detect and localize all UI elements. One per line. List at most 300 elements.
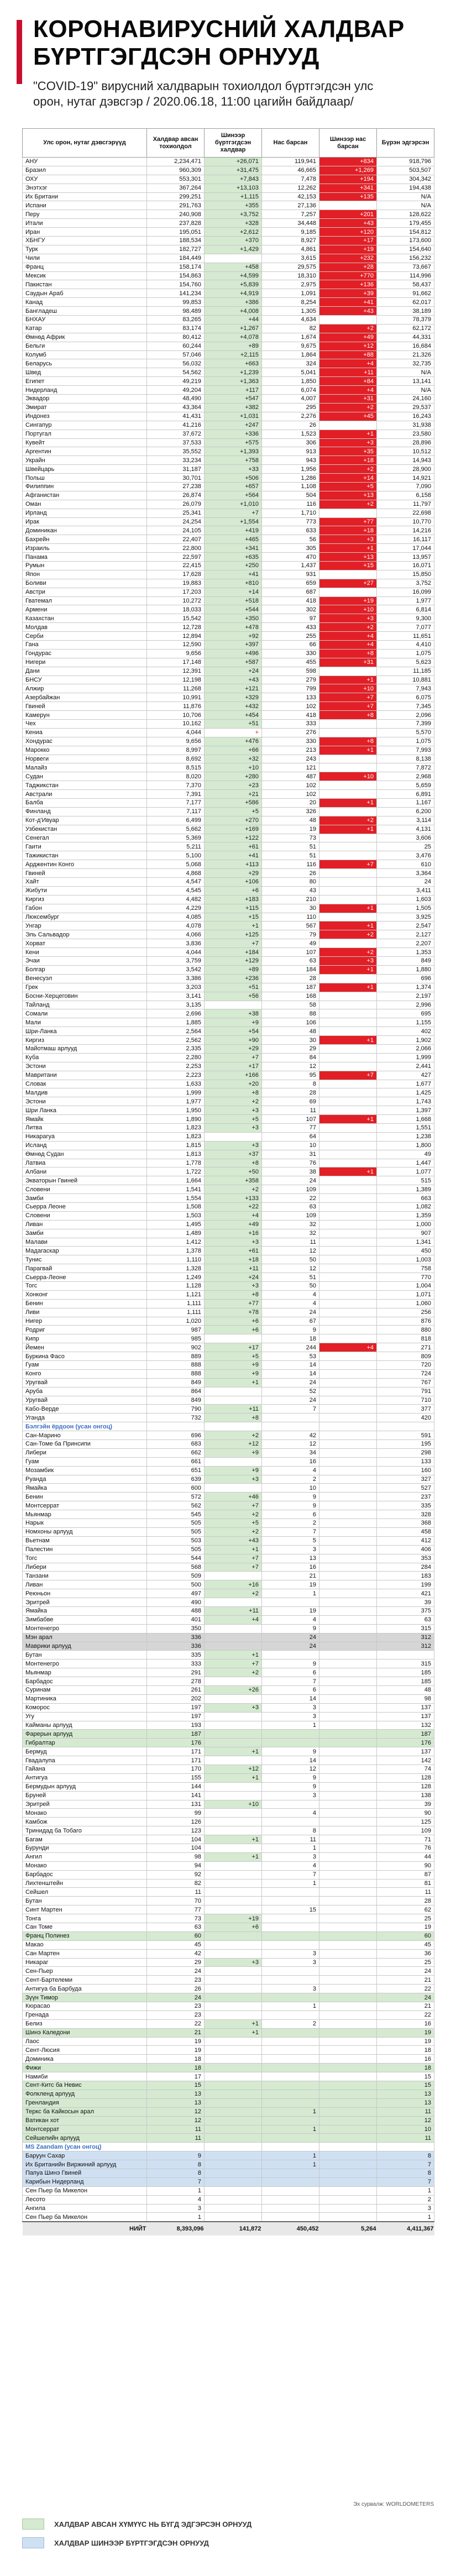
cell-new-deaths xyxy=(319,1554,377,1563)
cell-cases: 99 xyxy=(147,1809,205,1818)
cell-cases: 500 xyxy=(147,1580,205,1589)
cell-deaths: 1 xyxy=(262,2151,319,2160)
cell-recovered: 1,977 xyxy=(377,596,434,605)
cell-deaths xyxy=(262,2028,319,2037)
cell-recovered: 271 xyxy=(377,1343,434,1352)
cell-new-deaths xyxy=(319,2028,377,2037)
cell-new-cases: +547 xyxy=(205,395,262,404)
cell-new-cases: +236 xyxy=(205,974,262,983)
cell-new-deaths xyxy=(319,974,377,983)
cell-country: Бразил xyxy=(23,166,147,175)
cell-cases xyxy=(147,2143,205,2151)
cell-country: Палестин xyxy=(23,1545,147,1554)
cell-deaths: 1 xyxy=(262,2107,319,2116)
cell-country: Монако xyxy=(23,1861,147,1870)
cell-deaths xyxy=(262,2213,319,2222)
cell-new-deaths xyxy=(319,1721,377,1730)
table-row xyxy=(23,553,434,562)
cell-new-cases xyxy=(205,1782,262,1791)
cell-country: Словак xyxy=(23,1080,147,1088)
cell-new-cases xyxy=(205,1931,262,1940)
cell-country: Мавритани xyxy=(23,1071,147,1080)
cell-cases: 1,328 xyxy=(147,1264,205,1273)
cell-new-deaths: +1 xyxy=(319,965,377,974)
cell-cases: 24 xyxy=(147,1967,205,1976)
cell-new-deaths xyxy=(319,1123,377,1132)
cell-new-cases: +587 xyxy=(205,658,262,667)
table-row xyxy=(23,1106,434,1115)
cell-new-deaths: +19 xyxy=(319,596,377,605)
cell-country: Замби xyxy=(23,1194,147,1203)
cell-cases: 7,391 xyxy=(147,790,205,799)
cell-country: Мартиника xyxy=(23,1694,147,1703)
cell-deaths: 26 xyxy=(262,869,319,878)
cell-recovered: 6,158 xyxy=(377,491,434,500)
cell-recovered: 13 xyxy=(377,2098,434,2107)
cell-deaths: 84 xyxy=(262,1053,319,1062)
cell-deaths: 42 xyxy=(262,1431,319,1440)
cell-country: Бутан xyxy=(23,1651,147,1659)
cell-recovered: 11 xyxy=(377,2134,434,2143)
cell-new-deaths: +27 xyxy=(319,579,377,588)
cell-new-cases: +19 xyxy=(205,1914,262,1923)
cell-deaths: 19 xyxy=(262,1580,319,1589)
table-row xyxy=(23,1299,434,1308)
cell-country: Гренада xyxy=(23,2010,147,2019)
cell-cases: 960,309 xyxy=(147,166,205,175)
cell-new-cases: +121 xyxy=(205,684,262,693)
cell-new-cases: +329 xyxy=(205,693,262,702)
table-row xyxy=(23,1334,434,1343)
cell-recovered: 28,896 xyxy=(377,438,434,447)
cell-deaths: 9 xyxy=(262,1501,319,1510)
cell-cases: 171 xyxy=(147,1747,205,1756)
cell-country: Бермудын арлууд xyxy=(23,1782,147,1791)
cell-cases: 1,813 xyxy=(147,1150,205,1159)
cell-new-cases xyxy=(205,2143,262,2151)
cell-new-cases: +1,429 xyxy=(205,245,262,254)
cell-country: Чили xyxy=(23,254,147,263)
table-row xyxy=(23,359,434,368)
cell-new-cases xyxy=(205,1396,262,1405)
cell-country: Лесото xyxy=(23,2195,147,2204)
cell-deaths: 12 xyxy=(262,1440,319,1449)
table-row xyxy=(23,790,434,799)
cell-deaths: 1,437 xyxy=(262,561,319,570)
cell-recovered: 9,300 xyxy=(377,614,434,623)
table-row xyxy=(23,1712,434,1721)
cell-new-cases: +9 xyxy=(205,1466,262,1475)
cell-recovered: 3,114 xyxy=(377,816,434,825)
cell-country: Австрали xyxy=(23,790,147,799)
cell-deaths: 12 xyxy=(262,1264,319,1273)
table-row xyxy=(23,1694,434,1703)
table-row xyxy=(23,1536,434,1545)
cell-recovered: 2,547 xyxy=(377,922,434,930)
cell-cases: 11 xyxy=(147,1888,205,1897)
table-row xyxy=(23,1290,434,1299)
cell-country: Судан xyxy=(23,772,147,781)
cell-recovered: 1,155 xyxy=(377,1018,434,1027)
cell-new-deaths: +18 xyxy=(319,456,377,465)
cell-new-deaths: +15 xyxy=(319,561,377,570)
cell-recovered: 880 xyxy=(377,1326,434,1334)
cell-recovered: 1,425 xyxy=(377,1088,434,1097)
cell-new-cases: +1,363 xyxy=(205,377,262,386)
cell-recovered: 114,996 xyxy=(377,271,434,280)
cell-new-deaths xyxy=(319,1905,377,1914)
table-row xyxy=(23,1466,434,1475)
cell-new-cases xyxy=(205,2010,262,2019)
cell-new-deaths: +7 xyxy=(319,702,377,711)
cell-cases: 2,234,471 xyxy=(147,158,205,166)
cell-cases: 661 xyxy=(147,1457,205,1466)
cell-recovered: 849 xyxy=(377,957,434,966)
table-row xyxy=(23,1835,434,1844)
cell-cases: 24,105 xyxy=(147,526,205,535)
cell-cases: 56,032 xyxy=(147,359,205,368)
cell-cases: 23 xyxy=(147,1976,205,1985)
cell-new-cases: +44 xyxy=(205,316,262,324)
cell-deaths: 119,941 xyxy=(262,158,319,166)
cell-recovered: 1,071 xyxy=(377,1290,434,1299)
cell-cases: 5,068 xyxy=(147,860,205,869)
cell-recovered: 1,077 xyxy=(377,1167,434,1176)
table-row xyxy=(23,1809,434,1818)
table-row xyxy=(23,1255,434,1264)
cell-deaths: 1 xyxy=(262,1879,319,1888)
cell-recovered: 1,880 xyxy=(377,965,434,974)
cell-deaths: 3 xyxy=(262,1703,319,1712)
cell-new-deaths: +1 xyxy=(319,922,377,930)
table-row xyxy=(23,412,434,421)
table-row xyxy=(23,1615,434,1624)
cell-cases: 12,198 xyxy=(147,676,205,684)
cell-new-cases xyxy=(205,2134,262,2143)
cell-new-cases xyxy=(205,1712,262,1721)
table-row xyxy=(23,684,434,693)
cell-country: Монтенегро xyxy=(23,1659,147,1668)
cell-country: Боливи xyxy=(23,579,147,588)
cell-recovered: 16,684 xyxy=(377,342,434,350)
cell-recovered: 87 xyxy=(377,1870,434,1879)
cell-cases: 22,800 xyxy=(147,544,205,553)
legend-label-green: ХАЛДВАР АВСАН ХҮМҮҮС НЬ БҮГД ЭДГЭРСЭН ОРНУУД xyxy=(54,2520,252,2528)
cell-cases: 195,051 xyxy=(147,228,205,237)
cell-recovered: 1,800 xyxy=(377,1141,434,1150)
cell-recovered: 6,891 xyxy=(377,790,434,799)
cell-new-cases xyxy=(205,2125,262,2134)
cell-new-deaths xyxy=(319,1993,377,2002)
cell-deaths: 6 xyxy=(262,1668,319,1677)
cell-recovered: 591 xyxy=(377,1431,434,1440)
cell-cases: 22,415 xyxy=(147,561,205,570)
cell-deaths: 306 xyxy=(262,438,319,447)
cell-new-deaths xyxy=(319,1290,377,1299)
cell-new-deaths xyxy=(319,1580,377,1589)
cell-cases: 1,633 xyxy=(147,1080,205,1088)
cell-new-deaths xyxy=(319,1202,377,1211)
cell-cases: 1,554 xyxy=(147,1194,205,1203)
cell-recovered: 24 xyxy=(377,878,434,887)
cell-new-cases: +13,103 xyxy=(205,184,262,192)
cell-recovered: 24 xyxy=(377,1993,434,2002)
cell-new-deaths xyxy=(319,1835,377,1844)
table-row xyxy=(23,561,434,570)
cell-new-cases: +432 xyxy=(205,702,262,711)
table-row xyxy=(23,517,434,526)
cell-new-cases: +7 xyxy=(205,1563,262,1572)
cell-deaths: 97 xyxy=(262,614,319,623)
cell-deaths xyxy=(262,1818,319,1826)
table-row xyxy=(23,1229,434,1238)
cell-new-cases xyxy=(205,1809,262,1818)
table-row xyxy=(23,263,434,271)
cell-cases: 83,174 xyxy=(147,324,205,333)
cell-deaths: 9 xyxy=(262,1493,319,1501)
cell-cases: 23 xyxy=(147,2002,205,2011)
cell-deaths xyxy=(262,2204,319,2213)
cell-new-cases: +6 xyxy=(205,886,262,895)
cell-deaths: 102 xyxy=(262,790,319,799)
cell-new-cases: +635 xyxy=(205,553,262,562)
cell-new-cases: +2 xyxy=(205,1431,262,1440)
cell-cases: 154,863 xyxy=(147,271,205,280)
table-row xyxy=(23,1396,434,1405)
cell-new-deaths xyxy=(319,1185,377,1194)
cell-recovered: 458 xyxy=(377,1527,434,1536)
cell-cases: 27,238 xyxy=(147,482,205,491)
cell-deaths: 50 xyxy=(262,1282,319,1291)
cell-recovered: 1,999 xyxy=(377,1053,434,1062)
cell-country: Беларусь xyxy=(23,359,147,368)
cell-cases: 4,066 xyxy=(147,930,205,939)
cell-recovered: 375 xyxy=(377,1606,434,1615)
cell-new-cases: +14 xyxy=(205,588,262,596)
cell-new-deaths xyxy=(319,1598,377,1607)
cell-new-deaths: +8 xyxy=(319,737,377,746)
cell-country: Номхоны арлууд xyxy=(23,1527,147,1536)
cell-deaths: 6 xyxy=(262,1685,319,1694)
cell-cases: 2,562 xyxy=(147,1036,205,1045)
cell-new-cases: +397 xyxy=(205,640,262,649)
cell-new-cases: +77 xyxy=(205,1299,262,1308)
cell-country: Нарык xyxy=(23,1519,147,1528)
cell-cases: 1,890 xyxy=(147,1115,205,1124)
cell-recovered: 284 xyxy=(377,1563,434,1572)
cell-country: Бенин xyxy=(23,1299,147,1308)
cell-country: Эчаи xyxy=(23,957,147,966)
table-row xyxy=(23,1273,434,1282)
cell-deaths: 9,185 xyxy=(262,228,319,237)
cell-new-deaths: +341 xyxy=(319,184,377,192)
cell-cases: 3,386 xyxy=(147,974,205,983)
cell-country: Монтенегро xyxy=(23,1624,147,1633)
cell-new-cases xyxy=(205,2151,262,2160)
cell-deaths: 6,074 xyxy=(262,386,319,395)
cell-recovered: 137 xyxy=(377,1712,434,1721)
cell-cases: 19 xyxy=(147,2046,205,2055)
cell-cases: 985 xyxy=(147,1334,205,1343)
cell-cases: 54,562 xyxy=(147,368,205,377)
cell-deaths xyxy=(262,2169,319,2177)
cell-new-cases: +22 xyxy=(205,1202,262,1211)
cell-recovered: 11,651 xyxy=(377,632,434,641)
cell-new-deaths xyxy=(319,1633,377,1642)
cell-recovered: 16 xyxy=(377,2019,434,2028)
cell-country: Швейцарь xyxy=(23,465,147,474)
cell-recovered: 1,359 xyxy=(377,1211,434,1220)
cell-new-deaths xyxy=(319,1405,377,1413)
cell-recovered: 10,881 xyxy=(377,676,434,684)
cell-recovered: 133 xyxy=(377,1457,434,1466)
cell-new-deaths xyxy=(319,1809,377,1818)
cell-country: Филиппин xyxy=(23,482,147,491)
cell-recovered: 16,117 xyxy=(377,535,434,544)
cell-new-cases: +89 xyxy=(205,342,262,350)
cell-deaths: 24 xyxy=(262,1642,319,1651)
table-row xyxy=(23,1369,434,1378)
cell-cases: 12,590 xyxy=(147,640,205,649)
cell-new-deaths xyxy=(319,1545,377,1554)
table-row xyxy=(23,1852,434,1861)
cell-recovered: 2,996 xyxy=(377,1001,434,1009)
cell-new-cases xyxy=(205,1132,262,1141)
cell-cases: 49,204 xyxy=(147,386,205,395)
table-row xyxy=(23,1931,434,1940)
cell-cases: 5,369 xyxy=(147,834,205,842)
cell-new-cases xyxy=(205,1598,262,1607)
legend-swatch-blue xyxy=(22,2537,44,2548)
cell-new-cases: +336 xyxy=(205,430,262,438)
cell-country: Куба xyxy=(23,1053,147,1062)
cell-country: Зимбабве xyxy=(23,1615,147,1624)
cell-cases: 237,828 xyxy=(147,219,205,228)
cell-cases: 43,364 xyxy=(147,403,205,412)
cell-new-cases xyxy=(205,2195,262,2204)
cell-recovered: 5,570 xyxy=(377,728,434,737)
cell-recovered: 1,082 xyxy=(377,1202,434,1211)
cell-deaths: 12 xyxy=(262,1765,319,1773)
cell-country: АНУ xyxy=(23,158,147,166)
cell-recovered: 7,399 xyxy=(377,720,434,729)
cell-cases: 401 xyxy=(147,1615,205,1624)
table-row xyxy=(23,1185,434,1194)
cell-country: Доминикан xyxy=(23,526,147,535)
page-header xyxy=(0,0,456,127)
cell-country: Тогс xyxy=(23,1282,147,1291)
table-row xyxy=(23,2107,434,2116)
cell-deaths: 11 xyxy=(262,1835,319,1844)
cell-new-cases: +3 xyxy=(205,1141,262,1150)
cell-new-cases: +90 xyxy=(205,1036,262,1045)
table-row xyxy=(23,974,434,983)
cell-new-deaths xyxy=(319,1914,377,1923)
cell-cases: 572 xyxy=(147,1493,205,1501)
cell-new-cases: +166 xyxy=(205,1071,262,1080)
cell-cases: 63 xyxy=(147,1923,205,1932)
cell-cases: 1,121 xyxy=(147,1290,205,1299)
cell-new-deaths xyxy=(319,1431,377,1440)
cell-recovered: 8,138 xyxy=(377,755,434,763)
cell-new-cases: +2 xyxy=(205,1510,262,1519)
cell-new-deaths xyxy=(319,1747,377,1756)
cell-cases: 182,727 xyxy=(147,245,205,254)
cell-recovered: 1,341 xyxy=(377,1238,434,1247)
table-row xyxy=(23,2177,434,2186)
cell-deaths: 913 xyxy=(262,447,319,456)
cell-recovered: 15,850 xyxy=(377,570,434,579)
cell-new-deaths xyxy=(319,1712,377,1721)
cell-deaths: 32 xyxy=(262,1229,319,1238)
cell-recovered: 16,243 xyxy=(377,412,434,421)
cell-country: Зүүн Тимор xyxy=(23,1993,147,2002)
cell-new-cases: +506 xyxy=(205,474,262,483)
cell-deaths: 46,665 xyxy=(262,166,319,175)
cell-new-cases: +122 xyxy=(205,834,262,842)
cell-country: Сингапур xyxy=(23,421,147,430)
cell-deaths: 9 xyxy=(262,1747,319,1756)
cell-recovered: 315 xyxy=(377,1624,434,1633)
cell-deaths: 58 xyxy=(262,1001,319,1009)
cell-deaths: 116 xyxy=(262,500,319,509)
cell-new-deaths xyxy=(319,2072,377,2081)
table-row xyxy=(23,1475,434,1484)
cell-cases: 261 xyxy=(147,1685,205,1694)
table-row xyxy=(23,1378,434,1387)
cell-cases: 544 xyxy=(147,1554,205,1563)
cell-cases: 13 xyxy=(147,2090,205,2098)
table-row xyxy=(23,728,434,737)
table-row xyxy=(23,1484,434,1493)
cell-new-cases: +2 xyxy=(205,1527,262,1536)
table-row xyxy=(23,1677,434,1686)
cell-recovered: 11 xyxy=(377,1888,434,1897)
cell-cases: 1,249 xyxy=(147,1273,205,1282)
cell-deaths: 14 xyxy=(262,1361,319,1370)
cell-new-cases: +3 xyxy=(205,1958,262,1967)
cell-new-deaths: +7 xyxy=(319,860,377,869)
cell-cases: 193 xyxy=(147,1721,205,1730)
cell-country: Грек xyxy=(23,983,147,992)
cell-deaths xyxy=(262,2055,319,2064)
cell-deaths: 76 xyxy=(262,1159,319,1167)
cell-new-cases xyxy=(205,2169,262,2177)
cell-new-cases xyxy=(205,2186,262,2195)
cell-recovered: 15 xyxy=(377,2072,434,2081)
table-row xyxy=(23,1721,434,1730)
cell-deaths: 799 xyxy=(262,684,319,693)
cell-deaths: 1 xyxy=(262,1844,319,1853)
cell-recovered: 73,667 xyxy=(377,263,434,271)
cell-new-deaths xyxy=(319,2125,377,2134)
cell-recovered: 176 xyxy=(377,1739,434,1747)
cell-deaths: 52 xyxy=(262,1387,319,1396)
cell-deaths xyxy=(262,1976,319,1985)
cell-new-deaths xyxy=(319,886,377,895)
cell-country: Либери xyxy=(23,1563,147,1572)
table-row xyxy=(23,447,434,456)
cell-country: Шри-Ланка xyxy=(23,1027,147,1036)
cell-recovered: 1,397 xyxy=(377,1106,434,1115)
table-row xyxy=(23,1914,434,1923)
cell-new-deaths: +1 xyxy=(319,904,377,913)
cell-cases: 31,187 xyxy=(147,465,205,474)
table-row xyxy=(23,395,434,404)
cell-new-cases: +20 xyxy=(205,1080,262,1088)
cell-country: Кайманы арлууд xyxy=(23,1721,147,1730)
cell-recovered: 758 xyxy=(377,1264,434,1273)
